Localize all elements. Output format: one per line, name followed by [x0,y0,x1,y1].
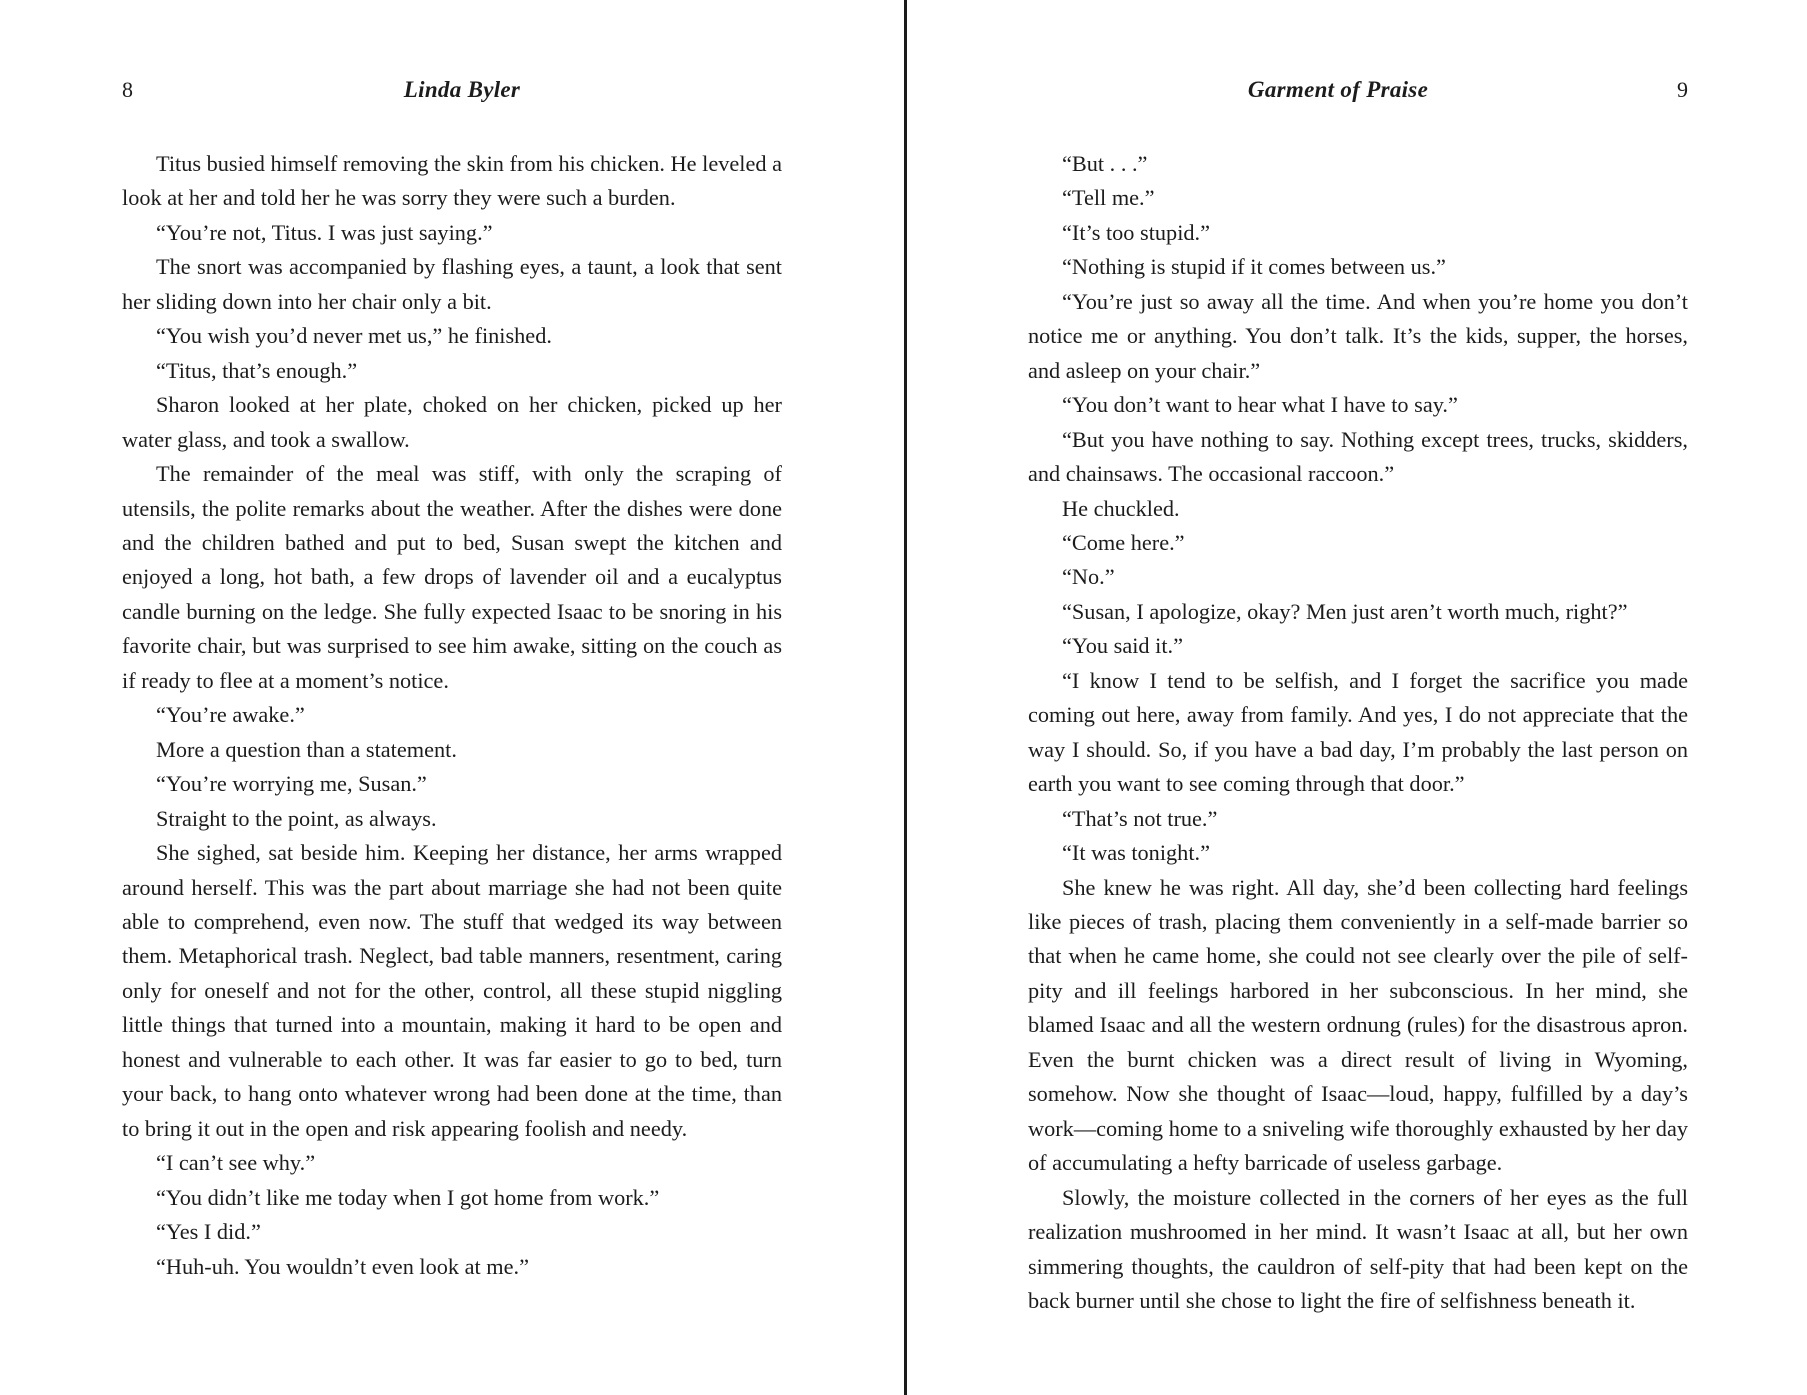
paragraph: “That’s not true.” [1062,805,1218,831]
paragraph: She sighed, sat beside him. Keeping her distance, her arms wrapped around herself. This was the part about marriage she had not been quite able to comprehend, even now. The stuff that wedged its way between them. Metaphorical trash. Neglect, bad table manners, resentment, caring only for oneself and not for the other, control, all these stupid niggling little things that turned into a mountain, making it hard to be open and honest and vulnerable to each other. It was far easier to go to bed, turn your back, to hang onto whatever wrong had been done at the time, than to bring it out in the open and risk appearing foolish and needy. [122,840,782,1141]
paragraph: “You’re not, Titus. I was just saying.” [156,219,493,245]
running-head-title: Garment of Praise [1247,77,1429,102]
paragraph: “You wish you’d never met us,” he finished. [156,323,552,349]
paragraph: “It was tonight.” [1062,840,1210,866]
paragraph: The snort was accompanied by flashing eyes, a taunt, a look that sent her sliding down into her chair only a bit. [122,254,782,314]
left-page-body [122,147,782,1284]
paragraph: “Yes I did.” [156,1219,261,1245]
right-page-body [1028,147,1688,1318]
paragraph: Slowly, the moisture collected in the corners of her eyes as the full realization mushroomed in her mind. It wasn’t Isaac at all, but her own simmering thoughts, the cauldron of self-pity that had been kept on the back burner until she chose to light the fire of selfishness beneath it. [1028,1184,1688,1313]
paragraph: He chuckled. [1062,495,1180,521]
paragraph: “Come here.” [1062,529,1185,555]
paragraph: “You’re awake.” [156,702,305,728]
paragraph: “You said it.” [1062,633,1183,659]
paragraph: The remainder of the meal was stiff, with only the scraping of utensils, the polite remarks about the weather. After the dishes were done and the children bathed and put to bed, Susan swept the kitchen and enjoyed a long, hot bath, a few drops of lavender oil and a eucalyptus candle burning on the ledge. She fully expected Isaac to be snoring in his favorite chair, but was surprised to see him awake, sitting on the couch as if ready to flee at a moment’s notice. [122,461,782,693]
page-number: 9 [1677,77,1688,102]
paragraph: “But . . .” [1062,151,1148,176]
paragraph: “Huh-uh. You wouldn’t even look at me.” [156,1253,530,1279]
paragraph: “Susan, I apologize, okay? Men just aren’t worth much, right?” [1062,598,1628,624]
paragraph: She knew he was right. All day, she’d been collecting hard feelings like pieces of trash, placing them conveniently in a self-made barrier so that when he came home, she could not see clearly over the pile of self-pity and ill feelings harbored in her subconscious. In her mind, she blamed Isaac and all the western ordnung (rules) for the disastrous apron. Even the burnt chicken was a direct result of living in Wyoming, somehow. Now she thought of Isaac—loud, happy, fulfilled by a day’s work—coming home to a sniveling wife thoroughly exhausted by her day of accumulating a hefty barricade of useless garbage. [1028,874,1688,1176]
paragraph: “You’re worrying me, Susan.” [156,771,427,797]
paragraph: “It’s too stupid.” [1062,219,1211,245]
paragraph: “Tell me.” [1062,185,1155,211]
paragraph: More a question than a statement. [156,736,457,762]
paragraph: “I know I tend to be selfish, and I forget the sacrifice you made coming out here, away from family. And yes, I do not appreciate that the way I should. So, if you have a bad day, I’m probably the last person on earth you want to see coming through that door.” [1028,667,1688,797]
right-page [907,0,1807,1395]
paragraph: Titus busied himself removing the skin from his chicken. He leveled a look at her and told her he was sorry they were such a burden. [122,151,782,211]
paragraph: “You’re just so away all the time. And when you’re home you don’t notice me or anything. You don’t talk. It’s the kids, supper, the horses, and asleep on your chair.” [1028,288,1688,383]
paragraph: Straight to the point, as always. [156,805,437,831]
paragraph: “Nothing is stupid if it comes between us.” [1062,254,1446,280]
left-page-header [122,70,782,110]
paragraph: Sharon looked at her plate, choked on her chicken, picked up her water glass, and took a swallow. [122,392,782,452]
right-page-header [1028,70,1688,110]
running-head-author: Linda Byler [403,77,521,102]
paragraph: “No.” [1062,564,1115,590]
page-number: 8 [122,77,133,102]
paragraph: “I can’t see why.” [156,1150,316,1176]
paragraph: “You don’t want to hear what I have to say.” [1062,392,1458,418]
paragraph: “But you have nothing to say. Nothing except trees, trucks, skidders, and chainsaws. The occasional raccoon.” [1028,426,1688,487]
paragraph: “You didn’t like me today when I got home from work.” [156,1184,660,1210]
paragraph: “Titus, that’s enough.” [156,357,358,383]
